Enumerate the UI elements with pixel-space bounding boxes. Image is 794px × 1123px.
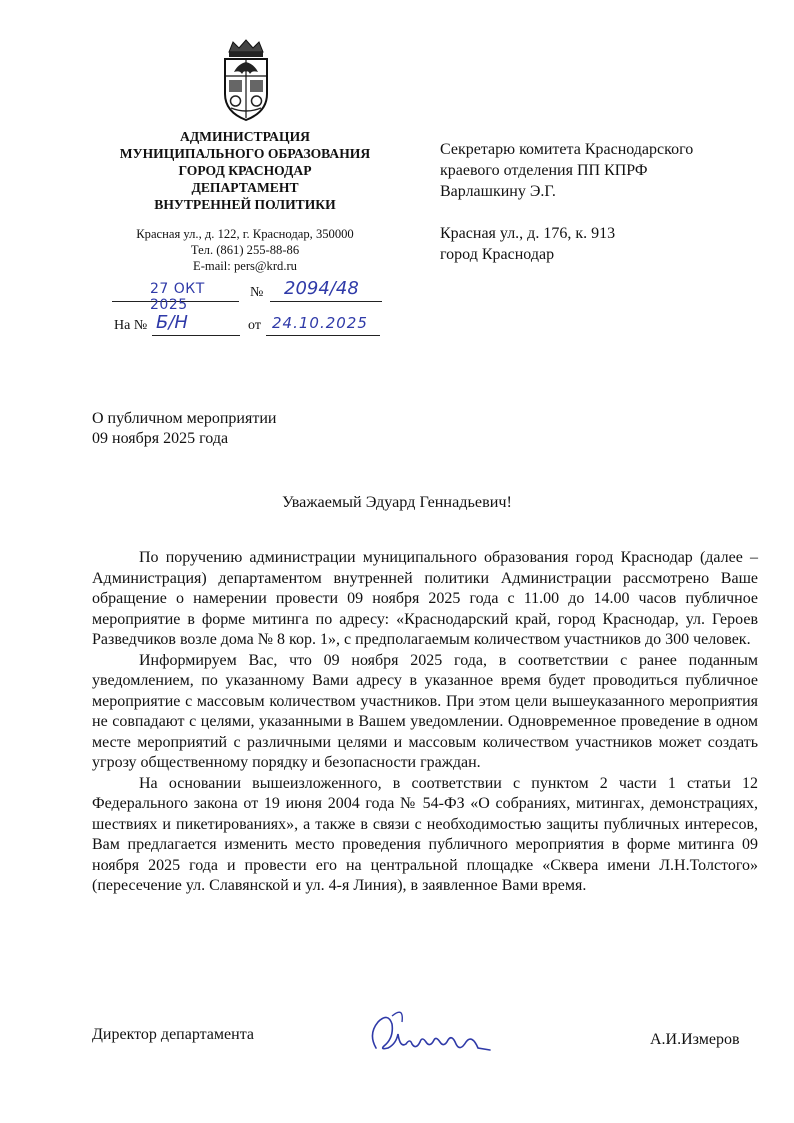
date-stamp: 27 ОКТ 2025 — [150, 281, 205, 313]
handwritten-signature-icon — [362, 1004, 502, 1064]
letter-body — [92, 548, 758, 897]
org-email: E-mail: pers@krd.ru — [193, 259, 297, 273]
ref-date-label: от — [248, 318, 261, 333]
letter-subject — [92, 409, 392, 449]
organization-name — [95, 128, 395, 213]
org-address: Красная ул., д. 122, г. Краснодар, 350000 — [136, 227, 354, 241]
contact-info — [95, 226, 395, 274]
recipient-address-line: Красная ул., д. 176, к. 913 — [440, 225, 616, 242]
recipient-line: Варлашкину Э.Г. — [440, 183, 556, 200]
body-paragraph: Информируем Вас, что 09 ноября 2025 года, в соответствии с ранее поданным уведомлением, по указанному Вами адресу в указанное время будет проводиться публичное мероприятие с массовым количеством участников. При этом цели вышеуказанного мероприятия не совпадают с целями, указанными в Вашем уведомлении. Одновременное проведение в одном месте мероприятий с различными целями и массовым количеством участников может создать угрозу общественному порядку и безопасности граждан. — [92, 651, 758, 771]
ref-number-label: На № — [114, 318, 148, 333]
ref-number: Б/Н — [156, 312, 188, 333]
signatory-title: Директор департамента — [92, 1026, 254, 1043]
recipient-line: Секретарю комитета Краснодарского — [440, 141, 694, 158]
ref-date-field — [266, 312, 380, 336]
number-label: № — [250, 285, 264, 300]
subject-line: О публичном мероприятии — [92, 410, 277, 427]
greeting: Уважаемый Эдуард Геннадьевич! — [282, 493, 512, 511]
outgoing-number: 2094/48 — [284, 278, 359, 299]
org-phone: Тел. (861) 255-88-86 — [190, 243, 300, 257]
outgoing-number-field — [270, 278, 382, 302]
subject-line: 09 ноября 2025 года — [92, 430, 229, 447]
recipient-block — [440, 139, 770, 265]
signatory-name: А.И.Измеров — [650, 1031, 740, 1048]
body-paragraph: По поручению администрации муниципального образования город Краснодар (далее – Администрация) департаментом внутренней политики Администрации рассмотрено Ваше обращение о намерении провести 09 ноября 2025 года с 11.00 до 14.00 часов публичное мероприятие в форме митинга по адресу: «Краснодарский край, город Краснодар, ул. Героев Разведчиков возле дома № 8 кор. 1», с предполагаемым количеством участников до 300 человек. — [92, 549, 758, 648]
recipient-address-line: город Краснодар — [440, 246, 555, 263]
ref-number-field — [152, 312, 240, 336]
org-line: МУНИЦИПАЛЬНОГО ОБРАЗОВАНИЯ — [119, 146, 371, 161]
org-line: ГОРОД КРАСНОДАР — [178, 163, 312, 178]
coat-of-arms-icon — [217, 38, 275, 122]
org-line: ДЕПАРТАМЕНТ — [191, 180, 299, 195]
ref-date: 24.10.2025 — [272, 314, 368, 332]
outgoing-date-field — [112, 278, 239, 313]
org-line: АДМИНИСТРАЦИЯ — [180, 129, 310, 144]
org-line: ВНУТРЕННЕЙ ПОЛИТИКИ — [154, 197, 336, 212]
recipient-line: краевого отделения ПП КПРФ — [440, 162, 648, 179]
body-paragraph: На основании вышеизложенного, в соответствии с пунктом 2 части 1 статьи 12 Федерального закона от 19 июня 2004 года № 54-ФЗ «О собраниях, митингах, демонстрациях, шествиях и пикетированиях», а также в связи с необходимостью защиты публичных интересов, Вам предлагается изменить место проведения публичного мероприятия в форме митинга 09 ноября 2025 года и провести его на центральной площадке «Сквера имени Л.Н.Толстого» (пересечение ул. Славянской и ул. 4-я Линия), в заявленное Вами время. — [92, 774, 758, 894]
